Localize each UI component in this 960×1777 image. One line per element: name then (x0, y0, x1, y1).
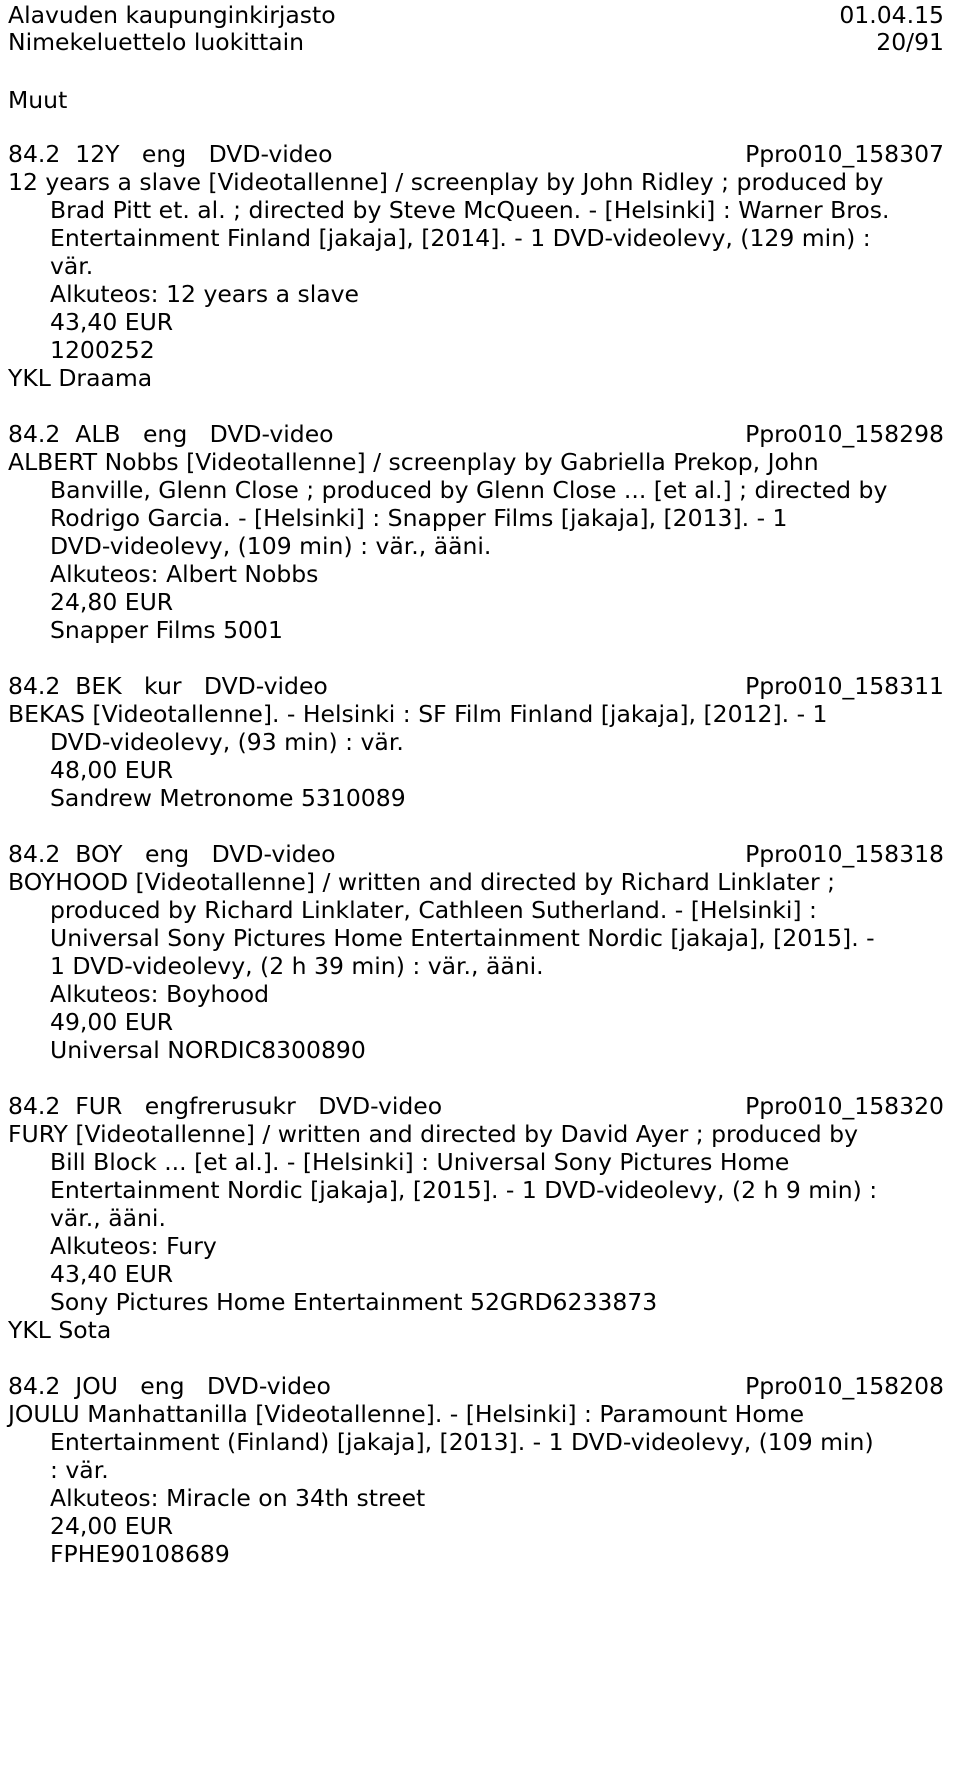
entry-head: 84.2 BOY eng DVD-video (8, 840, 336, 868)
entry-cont: : vär. (50, 1456, 109, 1484)
entry-head: 84.2 BEK kur DVD-video (8, 672, 328, 700)
entry-id: Ppro010_158298 (745, 420, 944, 448)
entry-id: Ppro010_158320 (745, 1092, 944, 1120)
entry-id: Ppro010_158311 (745, 672, 944, 700)
entry-cont: Bill Block ... [et al.]. - [Helsinki] : Universal Sony Pictures Home (50, 1148, 790, 1176)
entry-cont: 1 DVD-videolevy, (2 h 39 min) : vär., ääni. (50, 952, 544, 980)
entry-id: Ppro010_158318 (745, 840, 944, 868)
entry-id: Ppro010_158307 (745, 140, 944, 168)
entry-subject: YKL Sota (8, 1316, 112, 1344)
entry-detail: Sony Pictures Home Entertainment 52GRD6233873 (50, 1288, 658, 1316)
entry-cont: Universal Sony Pictures Home Entertainment Nordic [jakaja], [2015]. - (50, 924, 875, 952)
entry-detail: Alkuteos: Albert Nobbs (50, 560, 319, 588)
entry-cont: Banville, Glenn Close ; produced by Glenn Close ... [et al.] ; directed by (50, 476, 888, 504)
entry-detail: Alkuteos: 12 years a slave (50, 280, 359, 308)
entry-head: 84.2 ALB eng DVD-video (8, 420, 334, 448)
section-title: Muut (8, 86, 68, 114)
entry-head: 84.2 JOU eng DVD-video (8, 1372, 331, 1400)
entry-detail: 24,00 EUR (50, 1512, 174, 1540)
page-number: 20/91 (876, 28, 944, 56)
entry-detail: 24,80 EUR (50, 588, 174, 616)
entry-detail: Alkuteos: Fury (50, 1232, 217, 1260)
entry-title: JOULU Manhattanilla [Videotallenne]. - [Helsinki] : Paramount Home (8, 1400, 805, 1428)
entry-cont: Entertainment (Finland) [jakaja], [2013]. - 1 DVD-videolevy, (109 min) (50, 1428, 874, 1456)
entry-detail: 48,00 EUR (50, 756, 174, 784)
entry-subject: YKL Draama (8, 364, 153, 392)
entry-detail: 49,00 EUR (50, 1008, 174, 1036)
entry-detail: Snapper Films 5001 (50, 616, 283, 644)
entry-title: FURY [Videotallenne] / written and directed by David Ayer ; produced by (8, 1120, 858, 1148)
entry-detail: 1200252 (50, 336, 155, 364)
entry-cont: DVD-videolevy, (109 min) : vär., ääni. (50, 532, 492, 560)
report-title: Nimekeluettelo luokittain (8, 28, 305, 56)
entry-title: BOYHOOD [Videotallenne] / written and directed by Richard Linklater ; (8, 868, 836, 896)
entry-head: 84.2 12Y eng DVD-video (8, 140, 333, 168)
entry-cont: Brad Pitt et. al. ; directed by Steve McQueen. - [Helsinki] : Warner Bros. (50, 196, 890, 224)
entry-cont: Entertainment Finland [jakaja], [2014]. - 1 DVD-videolevy, (129 min) : (50, 224, 871, 252)
entry-detail: FPHE90108689 (50, 1540, 230, 1568)
entry-detail: Alkuteos: Boyhood (50, 980, 270, 1008)
entry-detail: Alkuteos: Miracle on 34th street (50, 1484, 426, 1512)
entry-detail: 43,40 EUR (50, 1260, 174, 1288)
entry-detail: 43,40 EUR (50, 308, 174, 336)
entry-title: BEKAS [Videotallenne]. - Helsinki : SF Film Finland [jakaja], [2012]. - 1 (8, 700, 828, 728)
entry-cont: vär., ääni. (50, 1204, 166, 1232)
entry-cont: vär. (50, 252, 94, 280)
entry-cont: produced by Richard Linklater, Cathleen Sutherland. - [Helsinki] : (50, 896, 817, 924)
entry-cont: DVD-videolevy, (93 min) : vär. (50, 728, 404, 756)
entry-detail: Sandrew Metronome 5310089 (50, 784, 406, 812)
entry-detail: Universal NORDIC8300890 (50, 1036, 366, 1064)
library-name: Alavuden kaupunginkirjasto (8, 1, 336, 29)
entry-head: 84.2 FUR engfrerusukr DVD-video (8, 1092, 443, 1120)
report-date: 01.04.15 (839, 1, 944, 29)
entry-id: Ppro010_158208 (745, 1372, 944, 1400)
entry-cont: Entertainment Nordic [jakaja], [2015]. - 1 DVD-videolevy, (2 h 9 min) : (50, 1176, 878, 1204)
entry-cont: Rodrigo Garcia. - [Helsinki] : Snapper Films [jakaja], [2013]. - 1 (50, 504, 788, 532)
entry-title: 12 years a slave [Videotallenne] / screenplay by John Ridley ; produced by (8, 168, 884, 196)
entry-title: ALBERT Nobbs [Videotallenne] / screenplay by Gabriella Prekop, John (8, 448, 819, 476)
